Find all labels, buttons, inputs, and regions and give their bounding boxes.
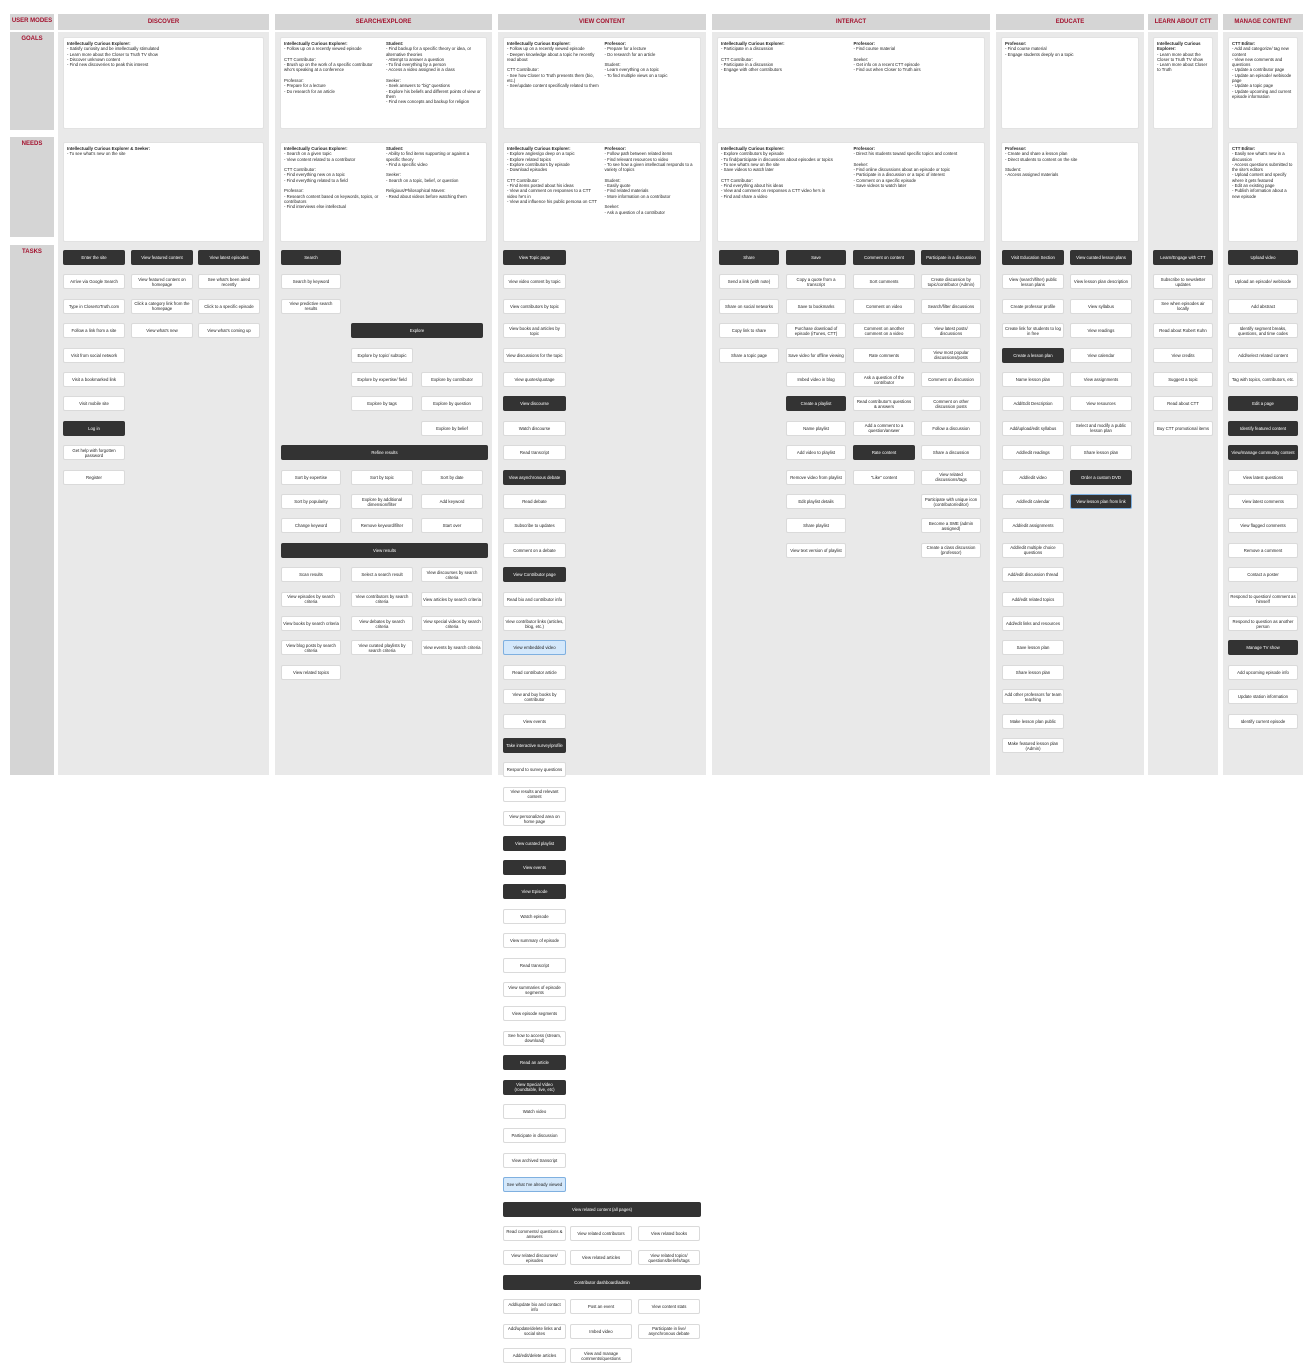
task-card[interactable]: View archived transcript [503, 1153, 566, 1168]
task-card[interactable]: Sort comments [853, 274, 915, 289]
task-card[interactable]: Read transcript [503, 958, 566, 973]
task-card[interactable]: View latest posts/ discussions [921, 323, 981, 338]
goals-box-persona [67, 41, 260, 125]
task-card[interactable]: Search/filter discussions [921, 299, 981, 314]
task-card[interactable]: Comment on discussion [921, 372, 981, 387]
needs-box-persona-title: Professor: [604, 146, 626, 151]
label-tasks: TASKS [10, 245, 54, 775]
task-card[interactable]: Add/edit/delete articles [503, 1348, 566, 1363]
needs-box-persona [1232, 146, 1294, 238]
task-card[interactable]: "Like" content [853, 470, 915, 485]
mode-header-2: VIEW CONTENT [498, 14, 706, 30]
task-card[interactable]: View related topics [281, 665, 341, 680]
needs-box [503, 142, 701, 242]
task-card[interactable]: Share lesson plan [1002, 665, 1064, 680]
needs-box [717, 142, 985, 242]
task-card[interactable]: Purchase download of episode (iTunes, CTT) [786, 323, 846, 338]
needs-box-persona [605, 146, 698, 238]
task-card[interactable]: Explore by additional dimension/filter [351, 494, 413, 509]
task-card[interactable]: Comment on video [853, 299, 915, 314]
task-card[interactable]: Create discussion by topic/contributor (Admin) [921, 274, 981, 289]
goals-box-persona-title: Intellectually Curious Explorer: [507, 41, 571, 46]
task-card[interactable]: View events [503, 714, 566, 729]
task-header[interactable]: Participate in a discussion [921, 250, 981, 265]
task-card[interactable]: Read comments/ questions & answers [503, 1226, 566, 1241]
goals-box-persona [605, 41, 698, 125]
task-header[interactable]: Learn/Engage with CTT [1153, 250, 1213, 265]
task-header[interactable]: View events [503, 860, 566, 875]
task-card[interactable]: Sort by date [421, 470, 483, 485]
needs-box-persona-title: CTT Editor: [1232, 146, 1256, 151]
task-card[interactable]: View related articles [570, 1250, 632, 1265]
task-card[interactable]: View books and articles by topic [503, 323, 566, 338]
needs-box [280, 142, 487, 242]
task-card[interactable]: View discussions for the topic [503, 348, 566, 363]
task-header[interactable]: View Episode [503, 884, 566, 899]
task-card[interactable]: Participate with unique icon (contributor/editor) [921, 494, 981, 509]
task-card[interactable]: Read transcript [503, 445, 566, 460]
task-card[interactable]: See what I've already viewed [503, 1177, 566, 1192]
task-card[interactable]: Watch video [503, 1104, 566, 1119]
task-card[interactable]: Buy CTT promotional items [1153, 421, 1213, 436]
task-card[interactable]: Add/update bio and contact info [503, 1299, 566, 1314]
mode-header-1: SEARCH/EXPLORE [275, 14, 492, 30]
task-header[interactable]: View Topic page [503, 250, 566, 265]
task-card[interactable]: Identify segment breaks, questions, and time codes [1228, 323, 1298, 338]
task-header[interactable]: View latest episodes [198, 250, 260, 265]
mode-header-5: LEARN ABOUT CTT [1148, 14, 1218, 30]
task-card[interactable]: View contributors by search criteria [351, 592, 413, 607]
needs-box-persona-text: - Ability to find items supporting or against a specific theory - Find a specific video Seeker: - Search on a topic, belief, or question Religious/Philosophical Maven: - Read about videos before watching them [386, 151, 470, 199]
mode-column-4 [996, 32, 1144, 775]
task-card[interactable]: See when episodes air locally [1153, 299, 1213, 314]
needs-box-persona-text: - Follow path between related items - Find relevant resources to video - To see how a given intellectual responds to a variety of topics Student: - Easily quote - Find related materials - More information on a contributor Seeker: - Ask a question of a contributor [604, 151, 693, 215]
task-card[interactable]: View personalized area on home page [503, 811, 566, 826]
task-header[interactable]: View related content (all pages) [503, 1202, 701, 1217]
task-card[interactable]: View related discussions/tags [921, 470, 981, 485]
mode-column-5 [1148, 32, 1218, 775]
task-card[interactable]: View credits [1153, 348, 1213, 363]
goals-box-persona-title: CTT Editor: [1232, 41, 1256, 46]
needs-box-persona-text: - Explore contributors by episode - To find/participate in discussions about episodes or topics - To see what's new on the site - Save videos to watch later CTT Contributor: - Find everything about his ideas - View and comment on responses a CTT video he's in - Find and share a video [721, 151, 833, 199]
task-card[interactable]: Get help with forgotten password [63, 445, 125, 460]
goals-box [1153, 37, 1213, 129]
needs-box-persona [854, 146, 982, 238]
needs-box-persona-title: Professor: [853, 146, 875, 151]
task-card[interactable]: Read bio and contributor info [503, 592, 566, 607]
goals-box [717, 37, 985, 129]
goals-box-persona [721, 41, 849, 125]
task-card[interactable]: View assignments [1070, 372, 1132, 387]
task-header[interactable]: Save [786, 250, 846, 265]
mode-header-6: MANAGE CONTENT [1223, 14, 1303, 30]
task-card[interactable]: Post an event [570, 1299, 632, 1314]
needs-box-persona-text: - Direct his students toward specific topics and content Seeker: - Find online discussions about an episode or topic - Participate in a discussion or a topic of interest - Comment on a specific episode - Save videos to watch later [853, 151, 958, 189]
task-card[interactable]: Send a link (with note) [719, 274, 779, 289]
task-card[interactable]: Add/Edit Description [1002, 396, 1064, 411]
task-header[interactable]: View asynchronous debate [503, 470, 566, 485]
goals-box-persona-text: - Learn more about the Closer to Truth TV show - Learn more about Closer to Truth [1157, 51, 1208, 73]
task-header[interactable]: Manage TV show [1228, 640, 1298, 655]
goals-box-persona [386, 41, 483, 125]
needs-box-persona [386, 146, 483, 238]
task-card[interactable]: View books by search criteria [281, 616, 341, 631]
task-card[interactable]: View summaries of episode segments [503, 982, 566, 997]
task-card[interactable]: Name lesson plan [1002, 372, 1064, 387]
task-card[interactable]: Select a search result [351, 567, 413, 582]
task-card[interactable]: View related contributors [570, 1226, 632, 1241]
task-card[interactable]: Remove video from playlist [786, 470, 846, 485]
task-card[interactable]: Create professor profile [1002, 299, 1064, 314]
needs-box-persona [1005, 146, 1135, 238]
task-card[interactable]: Make lesson plan public [1002, 714, 1064, 729]
task-card[interactable]: Copy a quote from a transcript [786, 274, 846, 289]
task-card[interactable]: View what's new [131, 323, 193, 338]
task-header[interactable]: Upload video [1228, 250, 1298, 265]
task-card[interactable]: Explore by expertise/ field [351, 372, 413, 387]
task-card[interactable]: Sort by topic [351, 470, 413, 485]
needs-box-persona-title: Professor: [1005, 146, 1027, 151]
task-card[interactable]: View lesson plan description [1070, 274, 1132, 289]
task-header[interactable]: Contributor dashboard/admin [503, 1275, 701, 1290]
task-card[interactable]: Save video for offline viewing [786, 348, 846, 363]
task-card[interactable]: View related topics/ questions/beliefs/tags [638, 1250, 700, 1265]
task-card[interactable]: View featured content on homepage [131, 274, 193, 289]
task-card[interactable]: Click a category link from the homepage [131, 299, 193, 314]
needs-box-persona-text: - Explore angles/go deep on a topic - Explore related topics - Explore contributors by episode - Download episodes CTT Contributor: - Find items posted about his ideas - View and comment on responses to a CTT video he's in - View and influence his public persona on CTT [507, 151, 597, 204]
goals-box-persona-title: Intellectually Curious Explorer: [1157, 41, 1201, 52]
task-card[interactable]: View related discourses/ episodes [503, 1250, 566, 1265]
needs-box [63, 142, 264, 242]
goals-box-persona [507, 41, 600, 125]
task-card[interactable]: View quotes/quotage [503, 372, 566, 387]
task-card[interactable]: Participate in live/ asynchronous debate [638, 1324, 700, 1339]
task-card[interactable]: View episodes by search criteria [281, 592, 341, 607]
task-header[interactable]: Visit Education Section [1002, 250, 1064, 265]
task-card[interactable]: Explore by belief [421, 421, 483, 436]
task-card[interactable]: View summary of episode [503, 933, 566, 948]
task-card[interactable]: Start over [421, 518, 483, 533]
task-card[interactable]: View articles by search criteria [421, 592, 483, 607]
needs-box-persona [507, 146, 600, 238]
task-card[interactable]: Remove a comment [1228, 543, 1298, 558]
goals-box-persona-text: - Add and categorize/ tag new content - View new comments and questions - Update a contributor page - Update an episode/ webisode page - Update a topic page - Update upcoming and current episode information [1232, 46, 1292, 99]
task-header[interactable]: Rate content [853, 445, 915, 460]
needs-box-persona-title: Intellectually Curious Explorer: [721, 146, 785, 151]
task-card[interactable]: Add upcoming episode info [1228, 665, 1298, 680]
task-card[interactable]: Sort by popularity [281, 494, 341, 509]
mode-column-2 [498, 32, 706, 1361]
task-card[interactable]: View video content by topic [503, 274, 566, 289]
task-card[interactable]: View and buy books by contributor [503, 689, 566, 704]
needs-box-persona [67, 146, 260, 238]
task-card[interactable]: Explore by topic/ subtopic [351, 348, 413, 363]
task-card[interactable]: View latest comments [1228, 494, 1298, 509]
task-header[interactable]: Share [719, 250, 779, 265]
goals-box-persona [1005, 41, 1135, 125]
task-card[interactable]: Respond to survey questions [503, 762, 566, 777]
task-card[interactable]: Respond to question as another person [1228, 616, 1298, 631]
task-card[interactable]: Identify current episode [1228, 714, 1298, 729]
task-header[interactable]: Search [281, 250, 341, 265]
needs-box [1228, 142, 1298, 242]
goals-box-persona-title: Student: [386, 41, 404, 46]
task-card[interactable]: Add/edit related topics [1002, 592, 1064, 607]
task-card[interactable]: Save to bookmarks [786, 299, 846, 314]
task-card[interactable]: Comment on a debate [503, 543, 566, 558]
goals-box-persona [1157, 41, 1209, 125]
task-card[interactable]: Arrive via Google Search [63, 274, 125, 289]
needs-box-persona [721, 146, 849, 238]
task-card[interactable]: View (search/filter) public lesson plans [1002, 274, 1064, 289]
task-card[interactable]: Edit playlist details [786, 494, 846, 509]
task-card[interactable]: View syllabus [1070, 299, 1132, 314]
task-card[interactable]: Rate comments [853, 348, 915, 363]
task-card[interactable]: View embedded video [503, 640, 566, 655]
goals-box [280, 37, 487, 129]
task-card[interactable]: Add a comment to a question/answer [853, 421, 915, 436]
task-card[interactable]: Add other professors for team teaching [1002, 689, 1064, 704]
task-card[interactable]: Imbed video in blog [786, 372, 846, 387]
label-needs: NEEDS [10, 137, 54, 237]
task-card[interactable]: Make featured lesson plan (Admin) [1002, 738, 1064, 753]
task-card[interactable]: Subscribe to newsletter updates [1153, 274, 1213, 289]
task-header[interactable]: View curated lesson plans [1070, 250, 1132, 265]
goals-box-persona-title: Intellectually Curious Explorer: [284, 41, 348, 46]
task-card[interactable]: Sort by expertise [281, 470, 341, 485]
task-card[interactable]: Share a topic page [719, 348, 779, 363]
task-header[interactable]: View lesson plan from link [1070, 494, 1132, 509]
task-card[interactable]: Add/edit video [1002, 470, 1064, 485]
task-card[interactable]: View episode segments [503, 1006, 566, 1021]
task-header[interactable]: Explore [351, 323, 483, 338]
task-card[interactable]: Subscribe to updates [503, 518, 566, 533]
task-header[interactable]: Identify featured content [1228, 421, 1298, 436]
task-card[interactable]: Explore by contributor [421, 372, 483, 387]
task-card[interactable]: Share a discussion [921, 445, 981, 460]
mode-column-6 [1223, 32, 1303, 775]
task-card[interactable]: View most popular discussions/posts [921, 348, 981, 363]
task-card[interactable]: Add/edit calendar [1002, 494, 1064, 509]
task-card[interactable]: Become a SME (admin assigned) [921, 518, 981, 533]
task-card[interactable]: Share on social networks [719, 299, 779, 314]
task-card[interactable]: See what's been aired recently [198, 274, 260, 289]
task-card[interactable]: Type in ClosertoTruth.com [63, 299, 125, 314]
task-card[interactable]: View predictive search results [281, 299, 341, 314]
goals-box-persona-text: - Follow up on a recently viewed episode - Deepen knowledge about a topic he recently read about CTT Contributor: - See how Closer to Truth presents them (bio, etc.) - See/update content specifically related to them [507, 46, 599, 89]
task-card[interactable]: View latest questions [1228, 470, 1298, 485]
task-card[interactable]: Add/upload/edit syllabus [1002, 421, 1064, 436]
task-card[interactable]: Copy link to share [719, 323, 779, 338]
task-header[interactable]: Enter the site [63, 250, 125, 265]
task-card[interactable]: Add/update/delete links and social sites [503, 1324, 566, 1339]
task-header[interactable]: Create a lesson plan [1002, 348, 1064, 363]
goals-box-persona-title: Professor: [1005, 41, 1027, 46]
task-card[interactable]: Comment on another comment on a video [853, 323, 915, 338]
goals-box-persona-text: - Satisfy curiosity and be intellectually stimulated - Learn more about the Closer to Truth TV show - Discover unknown content - Find new discoveries to peak this interest [67, 46, 160, 68]
mode-column-3 [712, 32, 990, 775]
task-card[interactable]: Add abstract [1228, 299, 1298, 314]
goals-box-persona-title: Professor: [604, 41, 626, 46]
goals-box [1228, 37, 1298, 129]
goals-box-persona-text: - Find course material - Engage students deeply on a topic [1005, 46, 1074, 57]
task-card[interactable]: Visit from social network [63, 348, 125, 363]
task-card[interactable]: View contributor links (articles, blog, etc.) [503, 616, 566, 631]
task-header[interactable]: Order a custom DVD [1070, 470, 1132, 485]
task-card[interactable]: Visit mobile site [63, 396, 125, 411]
task-card[interactable]: Change keyword [281, 518, 341, 533]
task-card[interactable]: Watch episode [503, 909, 566, 924]
task-card[interactable]: View flagged comments [1228, 518, 1298, 533]
goals-box-persona [854, 41, 982, 125]
mode-header-0: DISCOVER [58, 14, 269, 30]
goals-box-persona [1232, 41, 1294, 125]
task-card[interactable]: See how to access (stream, download) [503, 1031, 566, 1046]
task-card[interactable]: Add video to playlist [786, 445, 846, 460]
task-card[interactable]: Read about Robert Kuhn [1153, 323, 1213, 338]
task-header[interactable]: View discourse [503, 396, 566, 411]
task-header[interactable]: Create a playlist [786, 396, 846, 411]
task-card[interactable]: Select and modify a public lesson plan [1070, 421, 1132, 436]
task-card[interactable]: Upload an episode/ webisode [1228, 274, 1298, 289]
task-header[interactable]: View Special Video (roundtable, live, etc) [503, 1080, 566, 1095]
task-card[interactable]: Read contributor article [503, 665, 566, 680]
task-card[interactable]: View results and relevant content [503, 787, 566, 802]
task-card[interactable]: Ask a question of the contributor [853, 372, 915, 387]
task-card[interactable]: Name playlist [786, 421, 846, 436]
needs-box-persona-title: Intellectually Curious Explorer: [507, 146, 571, 151]
needs-box-persona [284, 146, 381, 238]
task-card[interactable]: Suggest a topic [1153, 372, 1213, 387]
task-header[interactable]: Edit a page [1228, 396, 1298, 411]
task-card[interactable]: View events by search criteria [421, 640, 483, 655]
task-card[interactable]: Explore by tags [351, 396, 413, 411]
task-card[interactable]: Add/edit discussion thread [1002, 567, 1064, 582]
needs-box-persona-text: - To see what's new on the site [67, 151, 126, 157]
task-header[interactable]: View Contributor page [503, 567, 566, 582]
goals-box [1001, 37, 1139, 129]
task-card[interactable]: Read contributor's questions & answers [853, 396, 915, 411]
task-card[interactable]: View readings [1070, 323, 1132, 338]
task-card[interactable]: Follow a discussion [921, 421, 981, 436]
task-card[interactable]: View contributors by topic [503, 299, 566, 314]
task-card[interactable]: Explore by question [421, 396, 483, 411]
goals-box-persona-text: - Prepare for a lecture - Do research for an article Student: - Learn everything on a topic - To find multiple views on a topic [604, 46, 668, 78]
goals-box [503, 37, 701, 129]
label-user-modes: USER MODES [10, 14, 54, 30]
task-card[interactable]: View resources [1070, 396, 1132, 411]
task-card[interactable]: View debates by search criteria [351, 616, 413, 631]
task-card[interactable]: Imbed video [570, 1324, 632, 1339]
task-card[interactable]: Update station information [1228, 689, 1298, 704]
task-header[interactable]: View curated playlist [503, 836, 566, 851]
task-header[interactable]: Read an article [503, 1055, 566, 1070]
mode-header-3: INTERACT [712, 14, 990, 30]
mode-column-0 [58, 32, 269, 775]
needs-box-persona-title: Intellectually Curious Explorer & Seeker: [67, 146, 151, 151]
task-card[interactable]: Remove keyword/filter [351, 518, 413, 533]
task-card[interactable]: Create link for students to log in free [1002, 323, 1064, 338]
task-card[interactable]: Save lesson plan [1002, 640, 1064, 655]
task-card[interactable]: Contact a poster [1228, 567, 1298, 582]
task-card[interactable]: Add keyword [421, 494, 483, 509]
task-card[interactable]: View and manage comments/questions [570, 1348, 632, 1363]
task-card[interactable]: View curated playlists by search criteria [351, 640, 413, 655]
goals-box-persona-title: Professor: [853, 41, 875, 46]
task-header[interactable]: View featured content [131, 250, 193, 265]
task-card[interactable]: Read debate [503, 494, 566, 509]
task-card[interactable]: View discourses by search criteria [421, 567, 483, 582]
goals-box-persona-text: - Find course material Seeker: - Get info on a recent CTT episode - Find out when Closer to Truth airs [853, 46, 921, 73]
needs-box-persona-text: - Search on a given topic - View content related to a contributor CTT Contributor: - Find everything new on a topic - Find everything related to a field Professor: - Research content based on keywords, topics, or contributors - Find interviews else intellectual [284, 151, 379, 210]
needs-box-persona-title: Student: [386, 146, 404, 151]
task-card[interactable]: View related books [638, 1226, 700, 1241]
needs-box [1001, 142, 1139, 242]
task-card[interactable]: View calendar [1070, 348, 1132, 363]
task-card[interactable]: Search by keyword [281, 274, 341, 289]
task-header[interactable]: Take interactive survey/profile [503, 738, 566, 753]
goals-box-persona-text: - Follow up on a recently viewed episode CTT Contributor: - Brush up on the work of a specific contributor who's speaking at a conference Professor: - Prepare for a lecture - Do research for an article [284, 46, 373, 94]
task-card[interactable]: View what's coming up [198, 323, 260, 338]
task-header[interactable]: Refine results [281, 445, 488, 460]
goals-box-persona-title: Intellectually Curious Explorer: [67, 41, 131, 46]
task-card[interactable]: Share playlist [786, 518, 846, 533]
task-card[interactable]: Read about CTT [1153, 396, 1213, 411]
task-card[interactable]: Add/select related content [1228, 348, 1298, 363]
task-card[interactable]: View blog posts by search criteria [281, 640, 341, 655]
task-card[interactable]: Add/edit assignments [1002, 518, 1064, 533]
task-card[interactable]: Comment on other discussion posts [921, 396, 981, 411]
goals-box-persona-text: - Find backup for a specific theory or idea, or alternative theories - Attempt to answer a question - To find everything by a person - Access a video assigned in a class Seeker: - Seek answers to "big" questions - Explore his beliefs and different points of view or them - Find new concepts and backup for religion [386, 46, 481, 105]
goals-box-persona-title: Intellectually Curious Explorer: [721, 41, 785, 46]
task-card[interactable]: Click to a specific episode [198, 299, 260, 314]
task-card[interactable]: Tag with topics, contributors, etc. [1228, 372, 1298, 387]
needs-box-persona-text: - Create and share a lesson plan - Direct students to content on the site Student: - Access assigned materials [1005, 151, 1078, 178]
goals-box [63, 37, 264, 129]
task-card[interactable]: View special videos by search criteria [421, 616, 483, 631]
task-card[interactable]: Add/edit links and resources [1002, 616, 1064, 631]
needs-box-persona-title: Intellectually Curious Explorer: [284, 146, 348, 151]
goals-box-persona [284, 41, 381, 125]
task-header[interactable]: View results [281, 543, 488, 558]
task-card[interactable]: Add/edit readings [1002, 445, 1064, 460]
task-card[interactable]: Create a class discussion (professor) [921, 543, 981, 558]
task-card[interactable]: Register [63, 470, 125, 485]
task-header[interactable]: Log in [63, 421, 125, 436]
mode-header-4: EDUCATE [996, 14, 1144, 30]
task-header[interactable]: Comment on content [853, 250, 915, 265]
mode-column-1 [275, 32, 492, 775]
task-card[interactable]: Scan results [281, 567, 341, 582]
task-card[interactable]: View text version of playlist [786, 543, 846, 558]
task-card[interactable]: Follow a link from a site [63, 323, 125, 338]
task-card[interactable]: Respond to question/ comment as himself [1228, 592, 1298, 607]
task-card[interactable]: Share lesson plan [1070, 445, 1132, 460]
goals-box-persona-text: - Participate in a discussion CTT Contributor: - Participate in a discussion - Engage with other contributors [721, 46, 782, 73]
task-card[interactable]: Participate in discussion [503, 1128, 566, 1143]
task-header[interactable]: View/manage community content [1228, 445, 1298, 460]
task-card[interactable]: Visit a bookmarked link [63, 372, 125, 387]
needs-box-persona-text: - Easily see what's new in a discussion - Access questions submitted to the site's editors - Upload content and specify where it gets featured - Edit an existing page - Publish information about a new episode [1232, 151, 1293, 199]
task-card[interactable]: Watch discourse [503, 421, 566, 436]
label-goals: GOALS [10, 32, 54, 130]
task-card[interactable]: View content stats [638, 1299, 700, 1314]
task-card[interactable]: Add/edit multiple choice questions [1002, 543, 1064, 558]
